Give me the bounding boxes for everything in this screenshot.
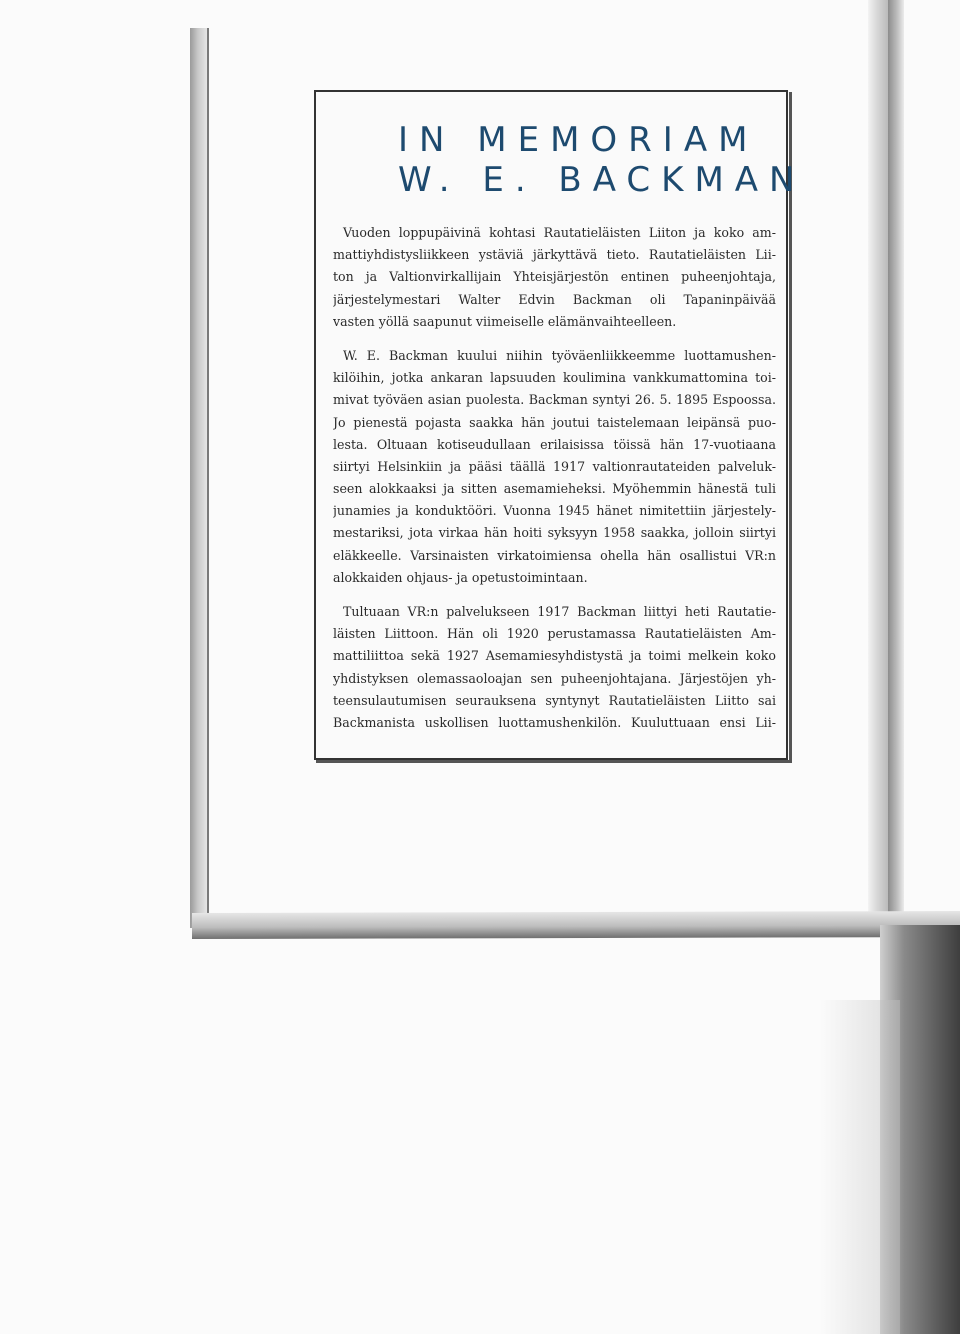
paragraph-gap (333, 333, 776, 345)
binding-strip-left (190, 28, 208, 928)
paragraph-gap (333, 589, 776, 601)
text-line: eläkkeelle. Varsinaisten virkatoimiensa ohella hän osallistui VR:n (333, 547, 776, 563)
heading-in-memoriam: IN MEMORIAM (398, 120, 759, 160)
text-line: mivat työväen asian puolesta. Backman syntyi 26. 5. 1895 Espoossa. (333, 392, 776, 408)
text-line: läisten Liittoon. Hän oli 1920 perustamassa Rautatieläisten Am- (333, 626, 776, 642)
text-line: siirtyi Helsinkiin ja pääsi täällä 1917 valtionrautateiden palveluk- (333, 458, 776, 474)
paragraph-3 (333, 601, 776, 734)
page-shadow-right (868, 0, 890, 930)
text-line: mattiyhdistysliikkeen ystäviä järkyttävä tieto. Rautatieläisten Lii- (333, 247, 776, 263)
article-body (333, 222, 776, 734)
page-bottom-edge (192, 911, 960, 939)
text-line: junamies ja konduktööri. Vuonna 1945 hänet nimitettiin järjestely- (333, 503, 776, 519)
paragraph-1 (333, 222, 776, 333)
text-line: Vuoden loppupäivinä kohtasi Rautatieläisten Liiton ja koko am- (343, 225, 776, 240)
text-line: teensulautumisen seurauksena syntynyt Rautatieläisten Liitto sai (333, 692, 776, 708)
corner-shadow-fade (820, 1000, 900, 1334)
text-line: W. E. Backman kuului niihin työväenliikkeemme luottamushen- (343, 347, 776, 363)
text-line: kilöihin, jotka ankaran lapsuuden koulimina vankkumattomina toi- (333, 370, 776, 386)
text-line: lesta. Oltuaan kotiseudullaan erilaisissa töissä hän 17-vuotiaana (333, 436, 776, 452)
text-line: Backmanista uskollisen luottamushenkilön. Kuuluttuaan ensi Lii- (333, 714, 776, 730)
binding-edge-left (207, 28, 209, 928)
text-line: järjestelymestari Walter Edvin Backman oli Tapaninpäivää (333, 291, 776, 307)
text-line: Tultuaan VR:n palvelukseen 1917 Backman liittyi heti Rautatie- (343, 604, 776, 619)
page-shadow-right-dark (888, 0, 904, 930)
text-line: mestariksi, jota virkaa hän hoiti syksyyn 1958 saakka, jolloin siirtyi (333, 525, 776, 541)
text-line: mattiliittoa sekä 1927 Asemamiesyhdistystä ja toimi melkein koko (333, 648, 776, 664)
text-line: yhdistyksen olemassaoloajan sen puheenjohtajana. Järjestöjen yh- (333, 670, 776, 686)
frame-shadow-bottom (316, 760, 792, 763)
text-line: seen alokkaaksi ja sitten asemamieheksi. Myöhemmin hänestä tuli (333, 481, 776, 497)
text-line: alokkaiden ohjaus- ja opetustoimintaan. (333, 569, 588, 585)
heading-name: W. E. BACKMAN (398, 160, 806, 200)
text-line: vasten yöllä saapunut viimeiselle elämänvaihteelleen. (333, 313, 677, 329)
text-line: ton ja Valtionvirkallijain Yhteisjärjestön entinen puheenjohtaja, (333, 269, 776, 285)
paragraph-2 (333, 345, 776, 589)
text-line: Jo pienestä pojasta saakka hän joutui taistelemaan leipänsä puo- (333, 414, 776, 430)
